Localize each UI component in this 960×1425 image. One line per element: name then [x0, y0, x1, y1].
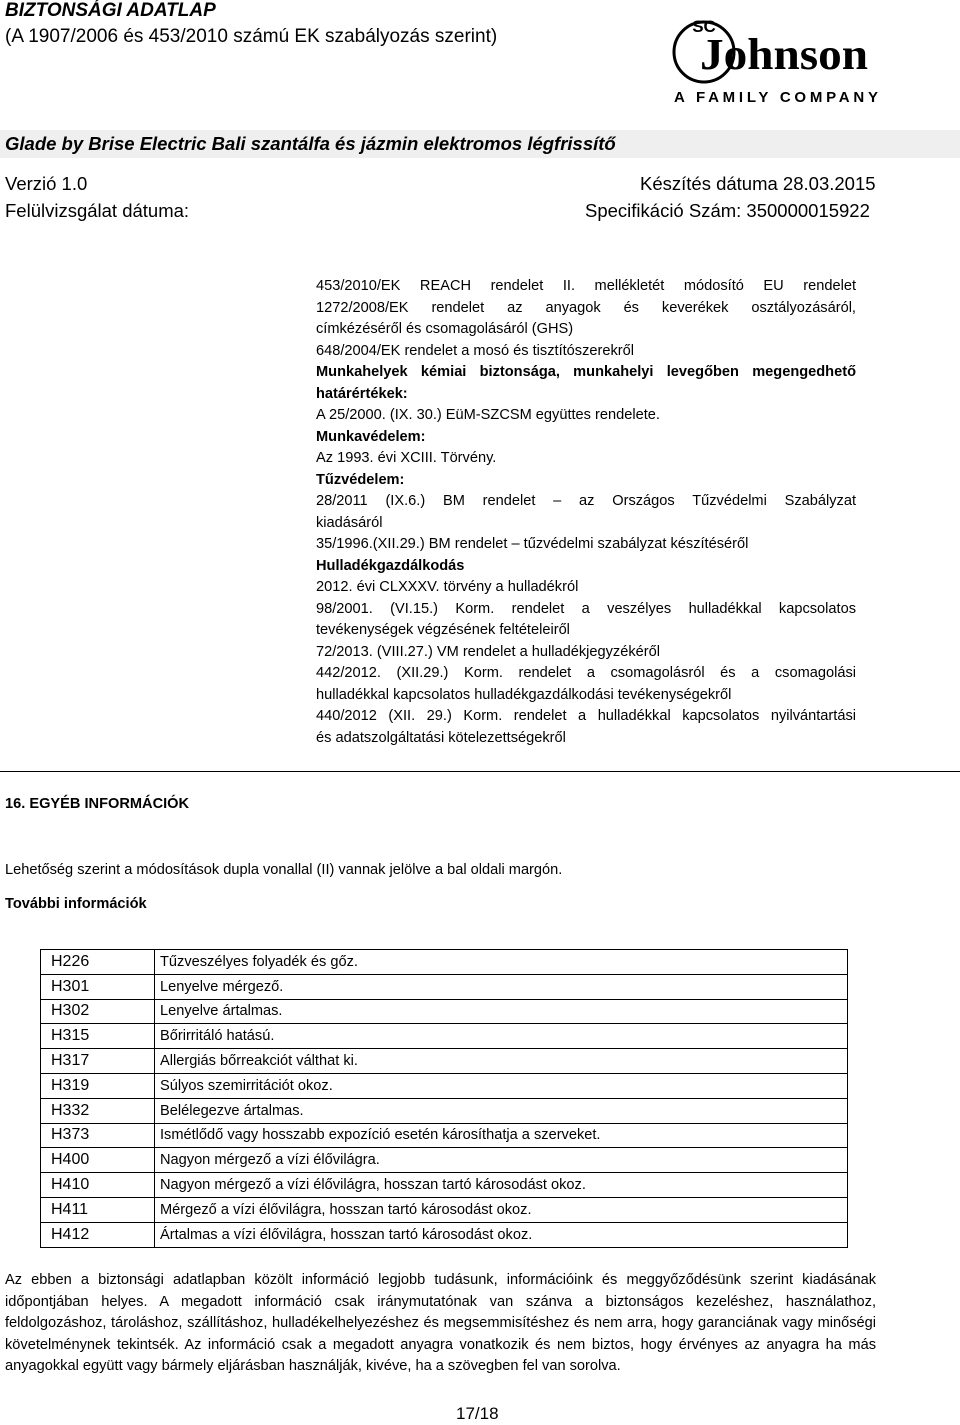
hazard-code: H410 [41, 1173, 155, 1198]
hazard-code: H411 [41, 1197, 155, 1222]
table-row [41, 974, 848, 999]
revision-note: Lehetőség szerint a módosítások dupla vonallal (II) vannak jelölve a bal oldali margón. [5, 862, 563, 878]
regulation-heading: Munkahelyek kémiai biztonsága, munkahelyi levegőben megengedhető [316, 364, 856, 380]
regulation-line: A 25/2000. (IX. 30.) EüM-SZCSM együttes rendelete. [316, 407, 660, 423]
regulation-line: kiadásáról [316, 514, 383, 531]
table-row [41, 1073, 848, 1098]
hazard-code: H317 [41, 1049, 155, 1074]
table-row [41, 999, 848, 1024]
table-row [41, 1148, 848, 1173]
table-row [41, 1197, 848, 1222]
regulation-line: címkézéséről és csomagolásáról (GHS) [316, 321, 574, 337]
hazard-text: Mérgező a vízi élővilágra, hosszan tartó károsodást okoz. [155, 1197, 848, 1222]
regulation-line: 72/2013. (VIII.27.) VM rendelet a hulladékjegyzékéről [316, 643, 660, 660]
hazard-code: H373 [41, 1123, 155, 1148]
table-row [41, 1222, 848, 1247]
version: Verzió 1.0 [5, 173, 88, 194]
hazard-code: H332 [41, 1098, 155, 1123]
regulation-line: 648/2004/EK rendelet a mosó és tisztítószerekről [316, 342, 634, 359]
hazard-statements-table [40, 949, 848, 1248]
table-row [41, 1049, 848, 1074]
regulation-line: 1272/2008/EK rendelet az anyagok és keverékek osztályozásáról, [316, 299, 856, 316]
section-16-title: 16. EGYÉB INFORMÁCIÓK [5, 796, 190, 812]
hazard-text: Belélegezve ártalmas. [155, 1098, 848, 1123]
hazard-code: H301 [41, 974, 155, 999]
hazard-text: Súlyos szemirritációt okoz. [155, 1073, 848, 1098]
document-subtitle: (A 1907/2006 és 453/2010 számú EK szabályozás szerint) [5, 26, 498, 47]
regulation-line: 440/2012 (XII. 29.) Korm. rendelet a hulladékkal kapcsolatos nyilvántartási [316, 708, 856, 724]
hazard-text: Ismétlődő vagy hosszabb expozíció esetén károsíthatja a szerveket. [155, 1123, 848, 1148]
logo-tagline: A FAMILY COMPANY [674, 89, 878, 106]
regulation-heading: Hulladékgazdálkodás [316, 557, 465, 574]
table-row [41, 1173, 848, 1198]
document-title: BIZTONSÁGI ADATLAP [5, 0, 216, 21]
regulation-line: 98/2001. (VI.15.) Korm. rendelet a veszélyes hulladékkal kapcsolatos [316, 600, 856, 617]
hazard-text: Allergiás bőrreakciót válthat ki. [155, 1049, 848, 1074]
hazard-text: Nagyon mérgező a vízi élővilágra. [155, 1148, 848, 1173]
hazard-text: Lenyelve mérgező. [155, 974, 848, 999]
logo-sc-text: SC [692, 17, 716, 36]
regulation-heading: határértékek: [316, 385, 408, 402]
table-row [41, 1098, 848, 1123]
hazard-text: Nagyon mérgező a vízi élővilágra, hosszan tartó károsodást okoz. [155, 1173, 848, 1198]
creation-date: Készítés dátuma 28.03.2015 [640, 173, 876, 194]
hazard-code: H319 [41, 1073, 155, 1098]
regulation-line: hulladékkal kapcsolatos hulladékgazdálkodási tevékenységekről [316, 686, 732, 703]
hazard-code: H302 [41, 999, 155, 1024]
table-row [41, 1024, 848, 1049]
table-row [41, 950, 848, 975]
sc-johnson-logo [666, 6, 880, 106]
regulation-line: 35/1996.(XII.29.) BM rendelet – tűzvédelmi szabályzat készítéséről [316, 536, 749, 552]
hazard-text: Tűzveszélyes folyadék és gőz. [155, 950, 848, 975]
disclaimer-paragraph: Az ebben a biztonsági adatlapban közölt információ legjobb tudásunk, információink és meggyőződésünk szerint kiadásának időpontjában helyes. A megadott információ csak iránymutatónak van szánva a biztonságos kezeléshez, használathoz, feldolgozáshoz, tároláshoz, szállításhoz, hulladékelhelyezéshez és megsemmisítéshez és nem arra, hogy garanciának vagy minőségi követelménynek tekintsék. Az információ csak a megadott anyagra vonatkozik és nem biztos, hogy érvényes az anyagra ha más anyagokkal együtt vagy bármely eljárásban használják, kivéve, ha a szövegben fel van sorolva. [5, 1272, 876, 1375]
hazard-text: Ártalmas a vízi élővilágra, hosszan tartó károsodást okoz. [155, 1222, 848, 1247]
specification-number: Specifikáció Szám: 350000015922 [585, 200, 870, 221]
hazard-text: Lenyelve ártalmas. [155, 999, 848, 1024]
regulation-line: tevékenységek végzésének feltételeiről [316, 622, 570, 638]
regulation-heading: Munkavédelem: [316, 428, 426, 445]
product-name: Glade by Brise Electric Bali szantálfa és jázmin elektromos légfrissítő [5, 133, 616, 154]
regulation-line: és adatszolgáltatási kötelezettségekről [316, 729, 566, 746]
hazard-code: H315 [41, 1024, 155, 1049]
section-divider [0, 771, 960, 772]
hazard-code: H226 [41, 950, 155, 975]
further-info-heading: További információk [5, 896, 147, 912]
table-row [41, 1123, 848, 1148]
regulation-heading: Tűzvédelem: [316, 471, 405, 488]
hazard-code: H412 [41, 1222, 155, 1247]
regulation-line: 442/2012. (XII.29.) Korm. rendelet a csomagolásról és a csomagolási [316, 665, 856, 681]
regulation-line: Az 1993. évi XCIII. Törvény. [316, 450, 497, 466]
regulation-line: 2012. évi CLXXXV. törvény a hulladékról [316, 579, 579, 595]
regulation-line: 28/2011 (IX.6.) BM rendelet – az Országos Tűzvédelmi Szabályzat [316, 493, 856, 509]
logo-johnson-text: Johnson [700, 30, 868, 79]
hazard-code: H400 [41, 1148, 155, 1173]
hazard-text: Bőrirritáló hatású. [155, 1024, 848, 1049]
regulation-line: 453/2010/EK REACH rendelet II. mellékletét módosító EU rendelet [316, 278, 856, 294]
revision-date-label: Felülvizsgálat dátuma: [5, 200, 190, 221]
page-number: 17/18 [456, 1404, 499, 1423]
regulations-list [316, 276, 856, 749]
